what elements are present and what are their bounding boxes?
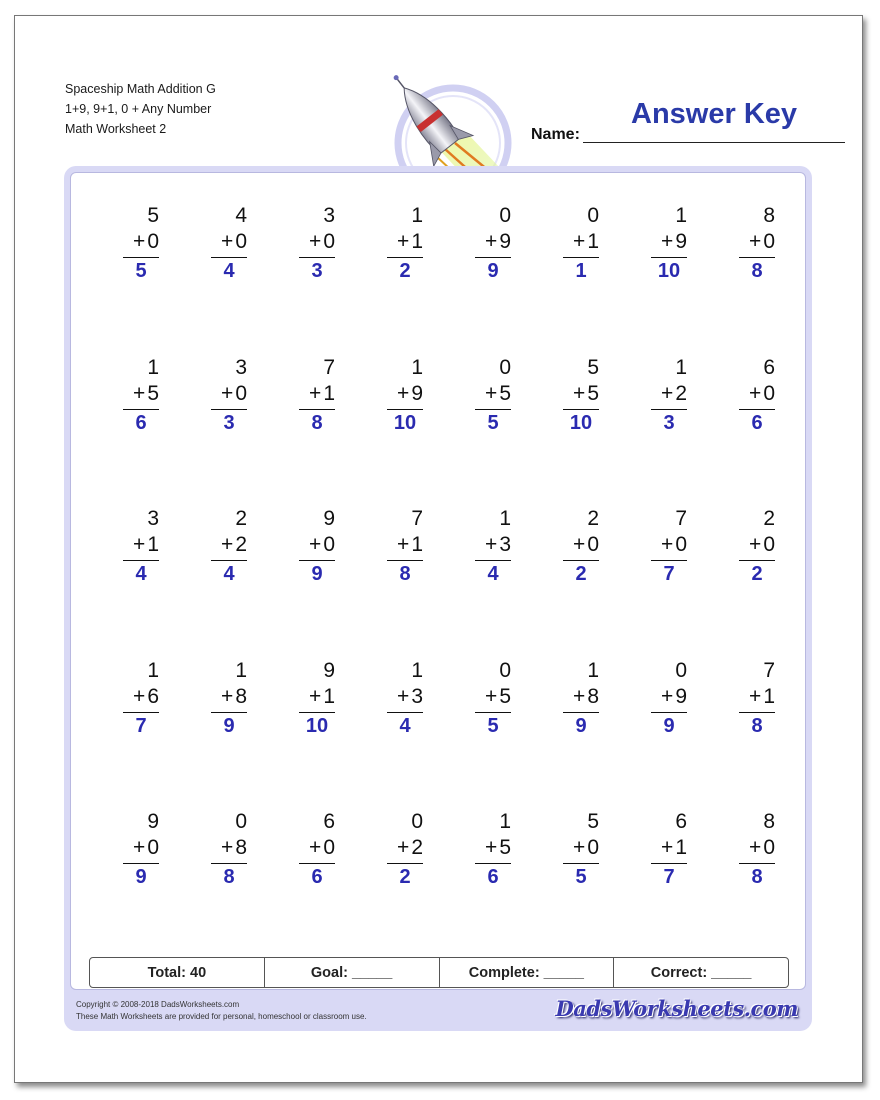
bottom-addend: 1 <box>147 533 159 556</box>
complete-cell[interactable]: Complete: _____ <box>440 958 615 987</box>
bottom-addend: 0 <box>763 230 775 253</box>
top-addend: 8 <box>763 204 775 227</box>
problem-item <box>713 203 801 355</box>
top-addend: 5 <box>147 204 159 227</box>
sum-line <box>211 257 247 258</box>
problem-item <box>625 506 713 658</box>
problem-item <box>625 658 713 810</box>
bottom-addend: 1 <box>411 533 423 556</box>
plus-sign: + <box>573 684 586 708</box>
problem-item <box>713 658 801 810</box>
top-addend: 7 <box>411 507 423 530</box>
problem-item <box>625 809 713 961</box>
problem-item <box>185 658 273 810</box>
answer: 8 <box>223 866 235 888</box>
bottom-addend: 0 <box>235 230 247 253</box>
top-addend: 0 <box>499 355 511 379</box>
plus-sign: + <box>485 533 498 556</box>
top-addend: 8 <box>763 810 775 833</box>
top-addend: 0 <box>411 810 423 833</box>
problem-item <box>449 506 537 658</box>
plus-sign: + <box>573 381 586 405</box>
answer: 4 <box>487 563 499 585</box>
bottom-addend: 0 <box>763 533 775 556</box>
plus-sign: + <box>221 836 234 859</box>
top-addend: 1 <box>675 204 687 227</box>
usage-notice: These Math Worksheets are provided for personal, homeschool or classroom use. <box>76 1012 367 1021</box>
plus-sign: + <box>573 533 586 556</box>
plus-sign: + <box>397 684 410 708</box>
bottom-addend: 0 <box>675 533 687 556</box>
problem-item <box>185 355 273 507</box>
sum-line <box>475 257 511 258</box>
problem-item <box>97 203 185 355</box>
answer: 8 <box>399 563 411 585</box>
problem-item <box>97 658 185 810</box>
name-field[interactable] <box>531 98 831 144</box>
sum-line <box>123 712 159 713</box>
sum-line <box>387 863 423 864</box>
answer: 4 <box>399 714 411 737</box>
answer: 2 <box>575 563 587 585</box>
plus-sign: + <box>221 533 234 556</box>
sum-line <box>739 560 775 561</box>
top-addend: 1 <box>411 204 423 227</box>
top-addend: 3 <box>323 204 335 227</box>
plus-sign: + <box>397 533 410 556</box>
sum-line <box>739 409 775 410</box>
sum-line <box>211 409 247 410</box>
plus-sign: + <box>573 230 586 253</box>
answer: 10 <box>569 411 593 434</box>
plus-sign: + <box>133 533 146 556</box>
bottom-addend: 5 <box>147 381 159 405</box>
sum-line <box>387 712 423 713</box>
sum-line <box>299 712 335 713</box>
answer: 5 <box>135 260 147 282</box>
bottom-addend: 8 <box>587 684 599 708</box>
top-addend: 1 <box>147 658 159 682</box>
sum-line <box>299 560 335 561</box>
problem-item <box>625 355 713 507</box>
sum-line <box>475 409 511 410</box>
problem-item <box>185 506 273 658</box>
plus-sign: + <box>485 684 498 708</box>
sum-line <box>475 712 511 713</box>
plus-sign: + <box>749 684 762 708</box>
problem-item <box>273 658 361 810</box>
plus-sign: + <box>309 230 322 253</box>
plus-sign: + <box>485 230 498 253</box>
name-underline <box>583 142 845 143</box>
answer: 9 <box>575 714 587 737</box>
worksheet-page <box>14 15 863 1083</box>
bottom-addend: 1 <box>411 230 423 253</box>
answer: 10 <box>393 411 417 434</box>
plus-sign: + <box>309 836 322 859</box>
plus-sign: + <box>221 230 234 253</box>
bottom-addend: 1 <box>323 381 335 405</box>
plus-sign: + <box>661 381 674 405</box>
problem-frame <box>64 166 812 1031</box>
bottom-addend: 8 <box>235 836 247 859</box>
answer: 9 <box>223 714 235 737</box>
bottom-addend: 5 <box>499 684 511 708</box>
answer: 2 <box>399 260 411 282</box>
sum-line <box>651 257 687 258</box>
answer: 6 <box>751 411 763 434</box>
bottom-addend: 5 <box>499 836 511 859</box>
answer: 6 <box>135 411 147 434</box>
bottom-addend: 3 <box>499 533 511 556</box>
answer: 10 <box>657 260 681 282</box>
answer: 10 <box>305 714 329 737</box>
copyright-notice: Copyright © 2008-2018 DadsWorksheets.com <box>76 1000 240 1009</box>
top-addend: 9 <box>323 658 335 682</box>
problem-item <box>273 506 361 658</box>
bottom-addend: 2 <box>411 836 423 859</box>
sum-line <box>211 712 247 713</box>
answer: 2 <box>399 866 411 888</box>
problem-item <box>185 809 273 961</box>
top-addend: 3 <box>235 355 247 379</box>
answer: 6 <box>311 866 323 888</box>
top-addend: 1 <box>411 658 423 682</box>
top-addend: 5 <box>587 355 599 379</box>
answer: 9 <box>487 260 499 282</box>
sum-line <box>475 560 511 561</box>
problem-item <box>713 506 801 658</box>
answer: 2 <box>751 563 763 585</box>
answer: 3 <box>223 411 235 434</box>
problem-item <box>713 809 801 961</box>
plus-sign: + <box>749 533 762 556</box>
sum-line <box>299 409 335 410</box>
bottom-addend: 1 <box>675 836 687 859</box>
plus-sign: + <box>573 836 586 859</box>
bottom-addend: 6 <box>147 684 159 708</box>
answer: 9 <box>663 714 675 737</box>
answer-key-text: Answer Key <box>631 98 798 130</box>
plus-sign: + <box>749 381 762 405</box>
sum-line <box>123 560 159 561</box>
total-cell: Total: 40 <box>90 958 265 987</box>
sum-line <box>211 863 247 864</box>
sum-line <box>475 863 511 864</box>
sum-line <box>563 560 599 561</box>
sum-line <box>739 863 775 864</box>
top-addend: 0 <box>235 810 247 833</box>
sum-line <box>563 712 599 713</box>
problem-item <box>537 355 625 507</box>
answer: 6 <box>487 866 499 888</box>
sum-line <box>211 560 247 561</box>
top-addend: 1 <box>499 810 511 833</box>
plus-sign: + <box>133 684 146 708</box>
sum-line <box>651 712 687 713</box>
plus-sign: + <box>661 684 674 708</box>
sum-line <box>387 409 423 410</box>
bottom-addend: 2 <box>235 533 247 556</box>
plus-sign: + <box>397 230 410 253</box>
bottom-addend: 9 <box>675 230 687 253</box>
answer: 8 <box>751 866 763 888</box>
top-addend: 1 <box>587 658 599 682</box>
problem-item <box>537 506 625 658</box>
sum-line <box>739 712 775 713</box>
plus-sign: + <box>661 533 674 556</box>
top-addend: 0 <box>587 204 599 227</box>
problem-item <box>449 355 537 507</box>
plus-sign: + <box>749 230 762 253</box>
problem-item <box>449 658 537 810</box>
bottom-addend: 1 <box>323 684 335 708</box>
name-label: Name: <box>531 126 580 143</box>
sum-line <box>563 257 599 258</box>
sum-line <box>299 257 335 258</box>
top-addend: 7 <box>763 658 775 682</box>
answer: 9 <box>311 563 323 585</box>
problem-item <box>185 203 273 355</box>
bottom-addend: 9 <box>499 230 511 253</box>
answer: 5 <box>575 866 587 888</box>
sum-line <box>387 560 423 561</box>
answer: 8 <box>751 260 763 282</box>
top-addend: 0 <box>499 658 511 682</box>
bottom-addend: 0 <box>763 836 775 859</box>
top-addend: 7 <box>675 507 687 530</box>
answer: 3 <box>663 411 675 434</box>
score-bar <box>89 957 789 988</box>
answer: 8 <box>311 411 323 434</box>
top-addend: 2 <box>235 507 247 530</box>
plus-sign: + <box>221 684 234 708</box>
bottom-addend: 0 <box>147 230 159 253</box>
problem-item <box>361 506 449 658</box>
answer: 4 <box>223 260 235 282</box>
answer: 3 <box>311 260 323 282</box>
bottom-addend: 2 <box>675 381 687 405</box>
worksheet-info <box>65 79 216 139</box>
plus-sign: + <box>309 381 322 405</box>
bottom-addend: 0 <box>323 533 335 556</box>
plus-sign: + <box>661 836 674 859</box>
answer: 5 <box>487 411 499 434</box>
plus-sign: + <box>133 836 146 859</box>
plus-sign: + <box>133 230 146 253</box>
plus-sign: + <box>309 684 322 708</box>
top-addend: 4 <box>235 204 247 227</box>
top-addend: 1 <box>235 658 247 682</box>
problem-item <box>97 506 185 658</box>
bottom-addend: 0 <box>235 381 247 405</box>
answer: 1 <box>575 260 587 282</box>
top-addend: 6 <box>763 355 775 379</box>
top-addend: 1 <box>147 355 159 379</box>
top-addend: 1 <box>675 355 687 379</box>
sum-line <box>651 409 687 410</box>
plus-sign: + <box>485 836 498 859</box>
sum-line <box>563 409 599 410</box>
answer: 4 <box>223 563 235 585</box>
bottom-addend: 0 <box>147 836 159 859</box>
problem-item <box>449 203 537 355</box>
brand-logo: DadsWorksheets.com <box>555 996 798 1021</box>
problem-item <box>537 203 625 355</box>
correct-cell[interactable]: Correct: _____ <box>650 964 752 981</box>
answer: 8 <box>751 714 763 737</box>
goal-cell[interactable]: Goal: _____ <box>265 958 440 987</box>
problem-item <box>361 203 449 355</box>
sum-line <box>739 257 775 258</box>
bottom-addend: 0 <box>323 836 335 859</box>
worksheet-number: Math Worksheet 2 <box>65 122 167 136</box>
top-addend: 2 <box>587 507 599 530</box>
sum-line <box>651 560 687 561</box>
worksheet-subtitle: 1+9, 9+1, 0 + Any Number <box>65 102 212 116</box>
problem-item <box>537 658 625 810</box>
top-addend: 5 <box>587 810 599 833</box>
plus-sign: + <box>661 230 674 253</box>
answer: 7 <box>135 714 147 737</box>
plus-sign: + <box>749 836 762 859</box>
problem-item <box>449 809 537 961</box>
problem-item <box>361 355 449 507</box>
sum-line <box>387 257 423 258</box>
sum-line <box>651 863 687 864</box>
bottom-addend: 1 <box>763 684 775 708</box>
top-addend: 9 <box>323 507 335 530</box>
bottom-addend: 0 <box>587 836 599 859</box>
plus-sign: + <box>133 381 146 405</box>
answer: 9 <box>135 866 147 888</box>
top-addend: 7 <box>323 355 335 379</box>
top-addend: 6 <box>675 810 687 833</box>
bottom-addend: 9 <box>411 381 423 405</box>
bottom-addend: 0 <box>587 533 599 556</box>
answer: 7 <box>663 563 675 585</box>
top-addend: 6 <box>323 810 335 833</box>
bottom-addend: 1 <box>587 230 599 253</box>
bottom-addend: 0 <box>323 230 335 253</box>
problem-grid <box>97 203 801 961</box>
answer: 7 <box>663 866 675 888</box>
answer: 5 <box>487 714 499 737</box>
problem-item <box>361 809 449 961</box>
plus-sign: + <box>309 533 322 556</box>
top-addend: 9 <box>147 810 159 833</box>
footer-text <box>76 999 367 1023</box>
problem-item <box>273 355 361 507</box>
problem-item <box>625 203 713 355</box>
bottom-addend: 0 <box>763 381 775 405</box>
problem-item <box>537 809 625 961</box>
problem-panel <box>70 172 806 990</box>
problem-item <box>273 203 361 355</box>
answer: 4 <box>135 563 147 585</box>
problem-item <box>97 355 185 507</box>
bottom-addend: 3 <box>411 684 423 708</box>
sum-line <box>563 863 599 864</box>
plus-sign: + <box>221 381 234 405</box>
sum-line <box>123 257 159 258</box>
bottom-addend: 5 <box>499 381 511 405</box>
sum-line <box>123 863 159 864</box>
top-addend: 0 <box>675 658 687 682</box>
problem-item <box>361 658 449 810</box>
top-addend: 3 <box>147 507 159 530</box>
plus-sign: + <box>485 381 498 405</box>
problem-item <box>713 355 801 507</box>
problem-item <box>97 809 185 961</box>
bottom-addend: 5 <box>587 381 599 405</box>
top-addend: 0 <box>499 204 511 227</box>
plus-sign: + <box>397 381 410 405</box>
sum-line <box>123 409 159 410</box>
worksheet-title: Spaceship Math Addition G <box>65 82 216 96</box>
top-addend: 2 <box>763 507 775 530</box>
problem-item <box>273 809 361 961</box>
sum-line <box>299 863 335 864</box>
bottom-addend: 8 <box>235 684 247 708</box>
bottom-addend: 9 <box>675 684 687 708</box>
plus-sign: + <box>397 836 410 859</box>
top-addend: 1 <box>411 355 423 379</box>
top-addend: 1 <box>499 507 511 530</box>
